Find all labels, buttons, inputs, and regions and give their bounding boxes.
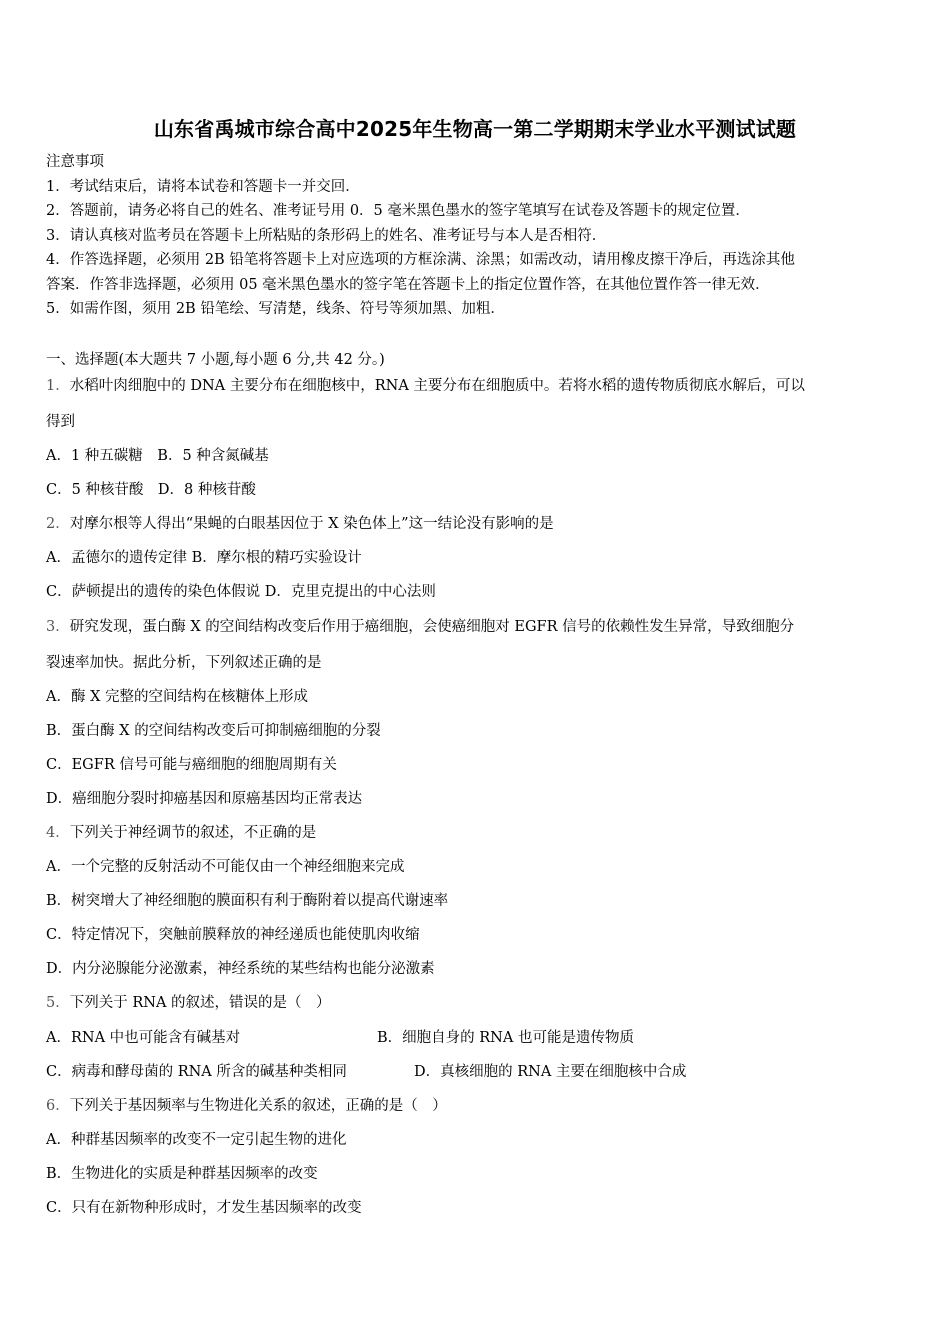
question-text: 下列关于神经调节的叙述，不正确的是 [69, 825, 317, 841]
notice-item: 1．考试结束后，请将本试卷和答题卡一并交回． [46, 178, 360, 195]
section-heading: 一、选择题(本大题共 7 小题,每小题 6 分,共 42 分。) [46, 352, 385, 368]
question-text: 研究发现，蛋白酶 X 的空间结构改变后作用于癌细胞，会使癌细胞对 EGFR 信号的依赖性发生异常，导致细胞分 [69, 619, 795, 635]
notice-section [46, 150, 916, 322]
question-2-options-row: C．萨顿提出的遗传的染色体假说 D．克里克提出的中心法则 [46, 584, 436, 600]
question-text: 下列关于基因频率与生物进化关系的叙述，正确的是（ ） [69, 1098, 447, 1114]
question-3-option-d: D．癌细胞分裂时抑癌基因和原癌基因均正常表达 [46, 791, 363, 807]
question-2-options-row: A．孟德尔的遗传定律 B．摩尔根的精巧实验设计 [46, 550, 362, 566]
question-4-option-c: C．特定情况下，突触前膜释放的神经递质也能使肌肉收缩 [46, 927, 420, 943]
question-text: 水稻叶肉细胞中的 DNA 主要分布在细胞核中，RNA 主要分布在细胞质中。若将水稻的遗传物质彻底水解后，可以 [69, 378, 805, 394]
notice-item: 2．答题前，请务必将自己的姓名、准考证号用 0．5 毫米黑色墨水的签字笔填写在试卷及答题卡的规定位置． [46, 203, 750, 219]
question-3-stem-continued: 裂速率加快。据此分析，下列叙述正确的是 [46, 655, 322, 671]
question-5-option-c: C．病毒和酵母菌的 RNA 所含的碱基种类相同 [46, 1064, 347, 1080]
page-title: 山东省禹城市综合高中2025年生物高一第二学期期末学业水平测试试题 [153, 117, 797, 141]
question-6-option-c: C．只有在新物种形成时，才发生基因频率的改变 [46, 1200, 362, 1216]
question-5-option-d: D．真核细胞的 RNA 主要在细胞核中合成 [414, 1064, 687, 1080]
question-number: 4． [46, 825, 70, 841]
question-3-option-c: C．EGFR 信号可能与癌细胞的细胞周期有关 [46, 757, 337, 773]
question-2-stem [46, 514, 916, 534]
question-number: 1． [46, 378, 70, 394]
question-5-stem [46, 993, 916, 1013]
question-1-options-row: A．1 种五碳糖 B．5 种含氮碱基 [46, 448, 269, 464]
question-text: 对摩尔根等人得出“果蝇的白眼基因位于 X 染色体上”这一结论没有影响的是 [69, 516, 554, 532]
question-number: 6． [46, 1098, 70, 1114]
question-3-stem [46, 617, 916, 637]
question-5-option-a: A．RNA 中也可能含有碱基对 [46, 1030, 241, 1046]
question-number: 3． [46, 619, 70, 635]
question-5-option-b: B．细胞自身的 RNA 也可能是遗传物质 [377, 1030, 634, 1046]
question-1-stem [46, 376, 916, 396]
notice-item: 4．作答选择题，必须用 2B 铅笔将答题卡上对应选项的方框涂满、涂黑；如需改动，请用橡皮擦干净后，再选涂其他 [46, 252, 795, 268]
question-3-option-b: B．蛋白酶 X 的空间结构改变后可抑制癌细胞的分裂 [46, 723, 381, 739]
question-3-option-a: A．酶 X 完整的空间结构在核糖体上形成 [46, 689, 309, 705]
question-text: 下列关于 RNA 的叙述，错误的是（ ） [69, 995, 331, 1011]
question-5-options-row [46, 1062, 916, 1082]
question-6-option-a: A．种群基因频率的改变不一定引起生物的进化 [46, 1132, 347, 1148]
notice-item: 答案．作答非选择题，必须用 05 毫米黑色墨水的签字笔在答题卡上的指定位置作答，在其他位置作答一律无效． [46, 276, 770, 293]
question-4-option-d: D．内分泌腺能分泌激素，神经系统的某些结构也能分泌激素 [46, 961, 435, 977]
question-6-stem [46, 1096, 916, 1116]
question-1-stem-continued: 得到 [46, 414, 75, 430]
question-number: 5． [46, 995, 70, 1011]
question-4-option-a: A．一个完整的反射活动不可能仅由一个神经细胞来完成 [46, 859, 405, 875]
question-5-options-row [46, 1028, 916, 1048]
question-1-options-row: C．5 种核苷酸 D．8 种核苷酸 [46, 482, 256, 498]
question-number: 2． [46, 516, 70, 532]
notice-item: 3．请认真核对监考员在答题卡上所粘贴的条形码上的姓名、准考证号与本人是否相符． [46, 227, 607, 244]
question-4-option-b: B．树突增大了神经细胞的膜面积有利于酶附着以提高代谢速率 [46, 893, 449, 909]
notice-heading: 注意事项 [46, 154, 104, 170]
question-4-stem [46, 823, 916, 843]
notice-item: 5．如需作图，须用 2B 铅笔绘、写清楚，线条、符号等须加黑、加粗． [46, 301, 505, 317]
question-6-option-b: B．生物进化的实质是种群基因频率的改变 [46, 1166, 318, 1182]
